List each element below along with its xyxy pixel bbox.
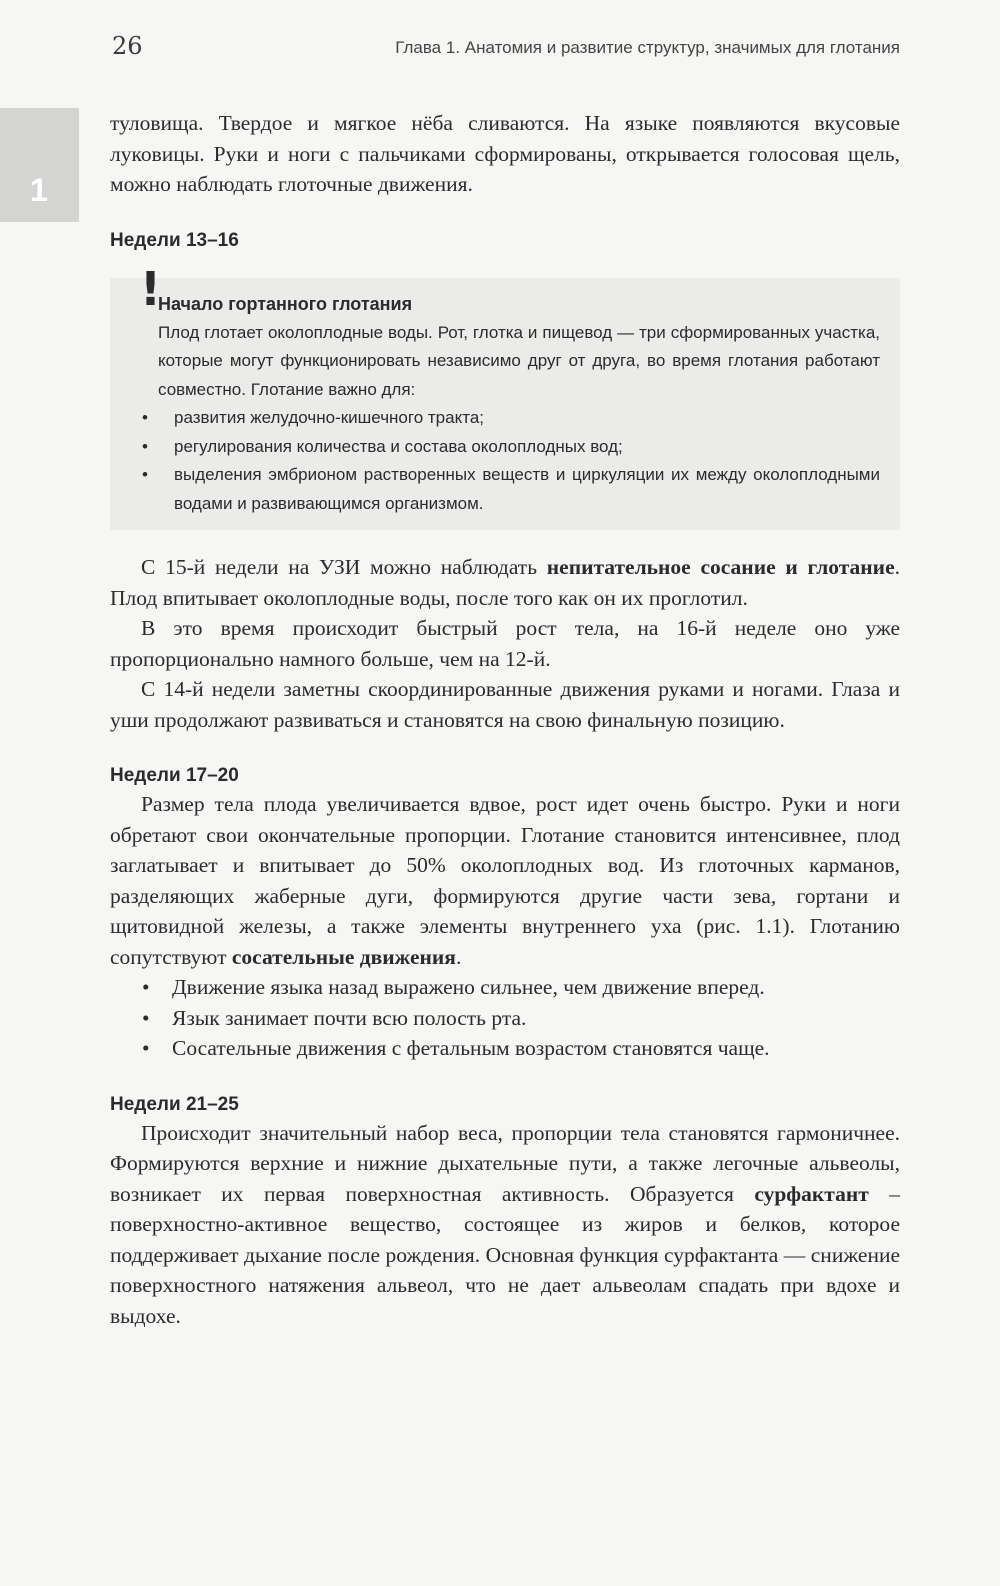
bold-term: непитательное сосание и глотание <box>546 555 895 579</box>
list-item: • Движение языка назад выражено сильнее, чем движение вперед. <box>110 972 900 1003</box>
running-head <box>108 30 900 70</box>
chapter-tab-number: 1 <box>30 172 48 208</box>
callout-text: Плод глотает околоплодные воды. Рот, глотка и пищевод — три сформированных участка, которые могут функционировать независимо друг от друга, во время глотания работают совместно. Глотание важно для: <box>158 322 880 399</box>
paragraph-coordinated-movements: С 14-й недели заметны скоординированные движения руками и ногами. Глаза и уши продолжают развиваться и становятся на свою финальную позицию. <box>110 677 900 732</box>
paragraph-weeks-17-20: Размер тела плода увеличивается вдвое, рост идет очень быстро. Руки и ноги обретают свои окончательные пропорции. Глотание становится интенсивнее, плод заглатывает и впитывает до 50% околоплодных вод. Из глоточных карманов, разделяющих жаберные дуги, формируются другие части зева, гортани и щитовидной железы, а также элементы внутреннего уха (рис. 1.1). Глотанию сопутствуют сосательные движения. <box>110 792 900 969</box>
callout-body <box>158 294 880 519</box>
page-content <box>110 108 900 1331</box>
callout-list-item: • выделения эмбрионом растворенных веществ и циркуляции их между околоплодными водами и развивающимся организмом. <box>158 461 880 518</box>
section-title-weeks-21-25: Недели 21–25 <box>110 1093 239 1115</box>
paragraph-nonnutritive-sucking: С 15-й недели на УЗИ можно наблюдать непитательное сосание и глотание. Плод впитывает околоплодные воды, после того как он их проглотил. <box>110 555 900 610</box>
callout-box <box>110 261 900 531</box>
callout-list-item: • регулирования количества и состава околоплодных вод; <box>158 433 880 462</box>
section-title-weeks-13-16: Недели 13–16 <box>110 229 239 251</box>
list-item: • Сосательные движения с фетальным возрастом становятся чаще. <box>110 1033 900 1064</box>
list-item: • Язык занимает почти всю полость рта. <box>110 1003 900 1034</box>
bold-term: сурфактант <box>754 1181 869 1206</box>
paragraph-weeks-21-25: Происходит значительный набор веса, пропорции тела становятся гармоничнее. Формируются верхние и нижние дыхательные пути, а также легочные альвеолы, возникает их первая поверхностная активность. Образуется сурфактант –поверхностно-активное вещество, состоящее из жиров и белков, которое поддерживает дыхание после рождения. Основная функция сурфактанта — снижение поверхностного натяжения альвеол, что не дает альвеолам спадать при вдохе и выдохе. <box>110 1120 900 1328</box>
callout-list <box>158 404 880 518</box>
exclamation-icon: ! <box>140 261 161 316</box>
intro-paragraph: туловища. Твердое и мягкое нёба сливаются. На языке появляются вкусовые луковицы. Руки и ноги с пальчиками сформированы, открывается голосовая щель, можно наблюдать глоточные движения. <box>110 111 900 196</box>
paragraph-body-growth: В это время происходит быстрый рост тела, на 16-й неделе оно уже пропорционально намного больше, чем на 12-й. <box>110 616 900 671</box>
chapter-title: Глава 1. Анатомия и развитие структур, значимых для глотания <box>395 38 900 57</box>
section-title-weeks-17-20: Недели 17–20 <box>110 765 239 786</box>
bold-term: сосательные движения <box>231 944 456 969</box>
sucking-list <box>110 972 900 1064</box>
page-number: 26 <box>112 32 143 60</box>
callout-list-item: • развития желудочно-кишечного тракта; <box>158 404 880 433</box>
callout-title: Начало гортанного глотания <box>158 293 413 314</box>
